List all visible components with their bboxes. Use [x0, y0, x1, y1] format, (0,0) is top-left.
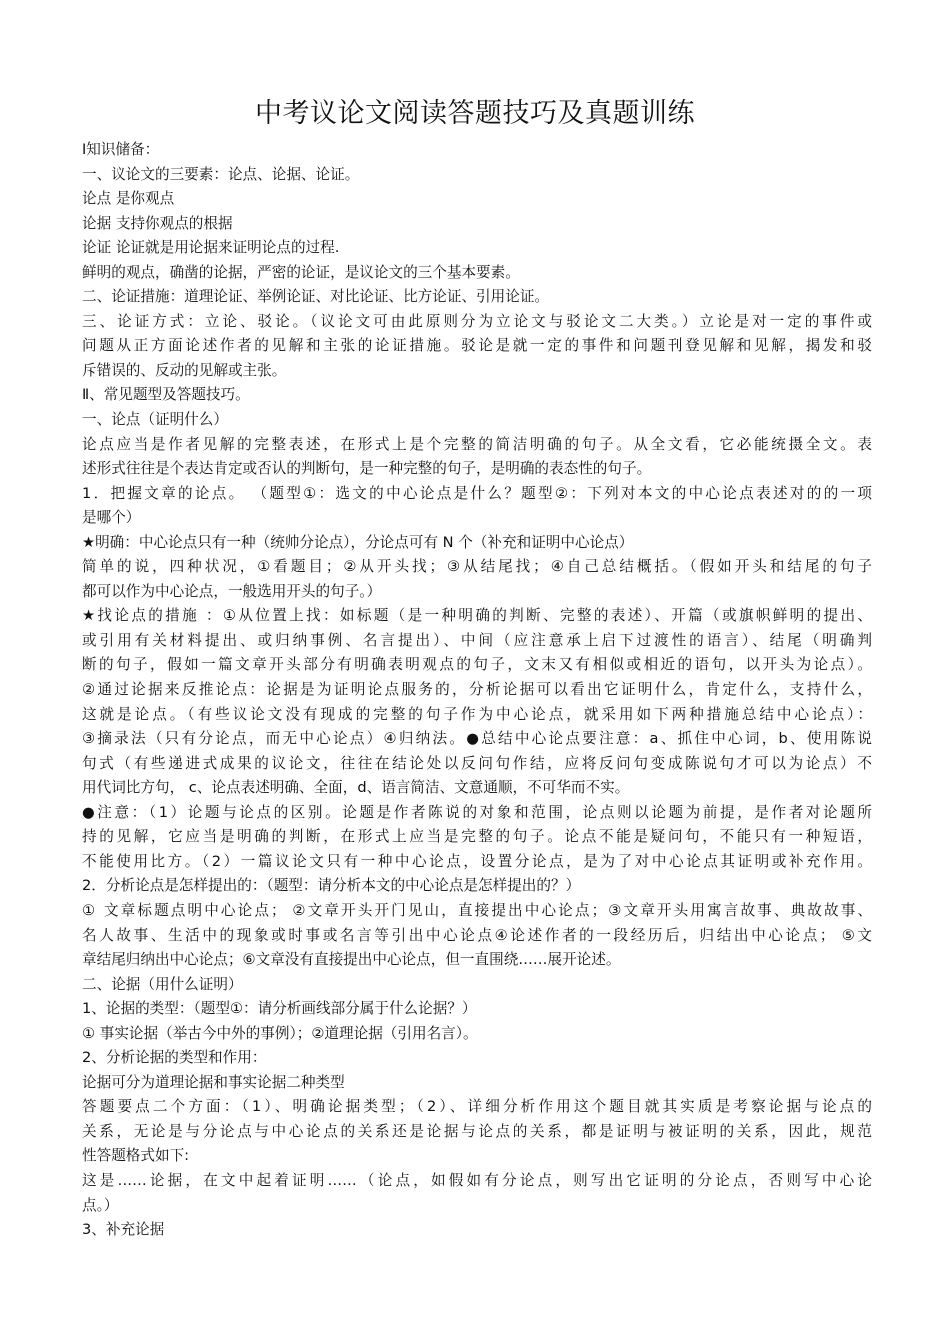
- text-line: 都可以作为中心论点，一般选用开头的句子。）: [82, 582, 382, 600]
- text-line: ① 事实论据（举古今中外的事例）；②道理论据（引用名言）。: [82, 1024, 478, 1042]
- text-line: 论据可分为道理论据和事实论据二种类型: [82, 1073, 345, 1091]
- text-line: 论点 是你观点: [82, 190, 175, 208]
- text-line: 2、分析论据的类型和作用：: [82, 1049, 267, 1067]
- text-line: 章结尾归纳出中心论点；⑥文章没有直接提出中心论点，但一直围绕……展开论述。: [82, 951, 621, 969]
- text-line: ★找论点的措施 ：①从位置上找：如标题（是一种明确的判断、完整的表述）、开篇（或旗帜鲜明的提出、: [82, 607, 872, 625]
- text-line: 三、论证方式：立论、驳论。（议论文可由此原则分为立论文与驳论文二大类。）立论是对一定的事件或: [82, 312, 872, 330]
- text-line: 3、补充论据: [82, 1221, 165, 1239]
- text-line: ●注意：（1）论题与论点的区别。论题是作者陈说的对象和范围，论点则以论题为前提，是作者对论题所: [82, 803, 872, 821]
- text-line: 1．把握文章的论点。 （题型①：选文的中心论点是什么？题型②：下列对本文的中心论点表述对的的一项: [82, 484, 872, 502]
- text-line: 1、论据的类型：（题型①：请分析画线部分属于什么论据？）: [82, 1000, 477, 1018]
- text-line: 斥错误的、反动的见解或主张。: [82, 361, 287, 379]
- text-line: 论据 支持你观点的根据: [82, 214, 233, 232]
- text-line: 述形式往往是个表达肯定或否认的判断句，是一种完整的句子，是明确的表态性的句子。: [82, 460, 652, 478]
- text-line: 答题要点二个方面：（1）、明确论据类型；（2）、详细分析作用这个题目就其实质是考察论据与论点的: [82, 1098, 872, 1116]
- text-line: 句式（有些递进式成果的议论文，往往在结论处以反问句作结，应将反问句变成陈说句才可以为论点）不: [82, 754, 872, 772]
- text-line: 论证 论证就是用论据来证明论点的过程.: [82, 239, 340, 257]
- text-line: ★明确：中心论点只有一种（统帅分论点），分论点可有 N 个（补充和证明中心论点）: [82, 533, 634, 551]
- text-line: 一、议论文的三要素：论点、论据、论证。: [82, 165, 360, 183]
- text-line: Ⅱ、常见题型及答题技巧。: [82, 386, 250, 404]
- text-line: 点。）: [82, 1196, 119, 1214]
- text-line: 一、论点（证明什么）: [82, 411, 228, 429]
- text-line: 或引用有关材料提出、或归纳事例、名言提出）、中间（应注意承上启下过渡性的语言）、结尾（明确判: [82, 631, 872, 649]
- text-line: Ⅰ知识储备：: [82, 141, 160, 158]
- text-line: 用代词比方句， c、论点表述明确、全面，d、语言简洁、文意通顺，不可华而不实。: [82, 779, 630, 797]
- text-line: ③摘录法（只有分论点，而无中心论点）④归纳法。●总结中心论点要注意：a、抓住中心词，b、使用陈说: [82, 730, 872, 748]
- text-line: 鲜明的观点，确凿的论据，严密的论证，是议论文的三个基本要素。: [82, 263, 520, 281]
- text-line: 关系，无论是与分论点与中心论点的关系还是论据与论点的关系，都是证明与被证明的关系，因此，规范: [82, 1122, 872, 1140]
- text-line: 2．分析论点是怎样提出的：（题型：请分析本文的中心论点是怎样提出的？）: [82, 877, 581, 895]
- text-line: 二、论据（用什么证明）: [82, 975, 243, 993]
- text-line: 二、论证措施：道理论证、举例论证、对比论证、比方论证、引用论证。: [82, 288, 550, 306]
- text-line: 断的句子，假如一篇文章开头部分有明确表明观点的句子，文末又有相似或相近的语句，以开头为论点）。: [82, 656, 872, 674]
- text-line: 是哪个）: [82, 509, 141, 527]
- text-line: ① 文章标题点明中心论点； ②文章开头开门见山，直接提出中心论点；③文章开头用寓言故事、典故故事、: [82, 901, 872, 919]
- text-line: 这就是论点。（有些议论文没有现成的完整的句子作为中心论点，就采用如下两种措施总结中心论点）：: [82, 705, 872, 723]
- text-line: 名人故事、生活中的现象或时事或名言等引出中心论点④论述作者的一段经历后，归结出中心论点； ⑤文: [82, 926, 872, 944]
- text-line: 简单的说，四种状况，①看题目；②从开头找；③从结尾找；④自己总结概括。（假如开头和结尾的句子: [82, 558, 872, 576]
- text-line: 这是……论据，在文中起着证明……（论点，如假如有分论点，则写出它证明的分论点，否则写中心论: [82, 1171, 872, 1189]
- text-line: 性答题格式如下:: [82, 1147, 190, 1165]
- document-title: 中考议论文阅读答题技巧及真题训练: [255, 98, 695, 129]
- text-line: 问题从正方面论述作者的见解和主张的论证措施。驳论是就一定的事件和问题刊登见解和见解，揭发和驳: [82, 337, 872, 355]
- document-body: [82, 138, 872, 1243]
- text-line: ②通过论据来反推论点：论据是为证明论点服务的，分析论据可以看出它证明什么，肯定什么，支持什么，: [82, 681, 872, 699]
- text-line: 论点应当是作者见解的完整表述，在形式上是个完整的简洁明确的句子。从全文看，它必能统摄全文。表: [82, 435, 872, 453]
- text-line: 不能使用比方。（2）一篇议论文只有一种中心论点，设置分论点，是为了对中心论点其证明或补充作用。: [82, 852, 872, 870]
- text-line: 持的见解，它应当是明确的判断，在形式上应当是完整的句子。论点不能是疑问句，不能只有一种短语，: [82, 828, 872, 846]
